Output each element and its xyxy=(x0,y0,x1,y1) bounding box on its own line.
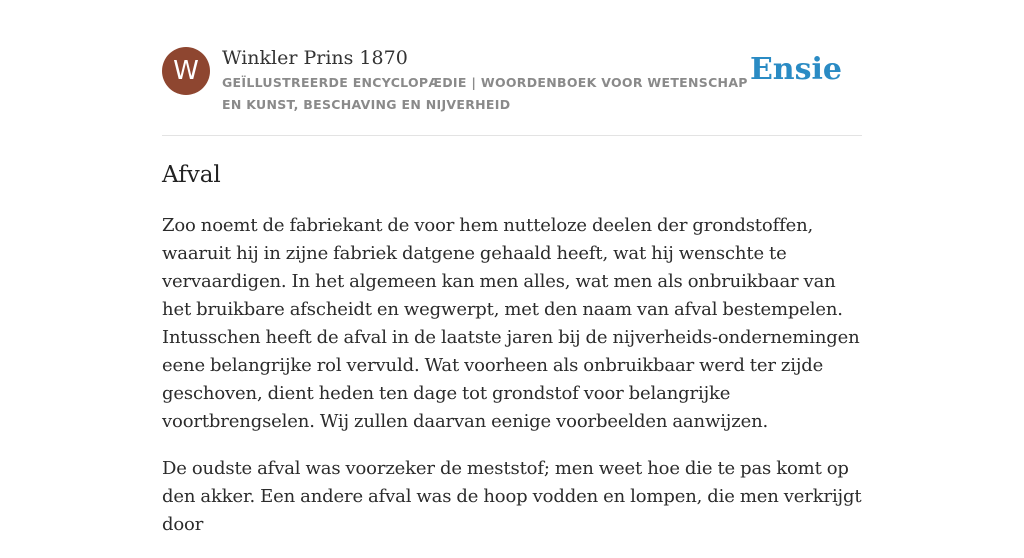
avatar[interactable]: W xyxy=(162,47,210,95)
source-subtitle: GEÏLLUSTREERDE ENCYCLOPÆDIE | WOORDENBOEK VOOR WETENSCHAP EN KUNST, BESCHAVING EN NIJVERHEID xyxy=(222,75,748,112)
article-body xyxy=(162,212,862,558)
ensie-logo[interactable]: Ensie xyxy=(749,52,842,87)
header-divider xyxy=(162,135,862,136)
article-paragraph: De oudste afval was voorzeker de meststof; men weet hoe die te pas komt op den akker. Een andere afval was de hoop vodden en lompen, die men verkrijgt door xyxy=(162,458,862,535)
article-paragraph: Zoo noemt de fabriekant de voor hem nutteloze deelen der grondstoffen, waaruit hij in zijne fabriek datgene gehaald heeft, wat hij wenschte te vervaardigen. In het algemeen kan men alles, wat men als onbruikbaar van het bruikbare afscheidt en wegwerpt, met den naam van afval bestempelen. Intusschen heeft de afval in de laatste jaren bij de nijverheids-ondernemingen eene belangrijke rol vervuld. Wat voorheen als onbruikbaar werd ter zijde geschoven, dient heden ten dage tot grondstof voor belangrijke voortbrengselen. Wij zullen daarvan eenige voorbeelden aanwijzen. xyxy=(162,215,860,432)
article-title: Afval xyxy=(162,162,221,188)
source-title[interactable]: Winkler Prins 1870 xyxy=(222,47,408,69)
